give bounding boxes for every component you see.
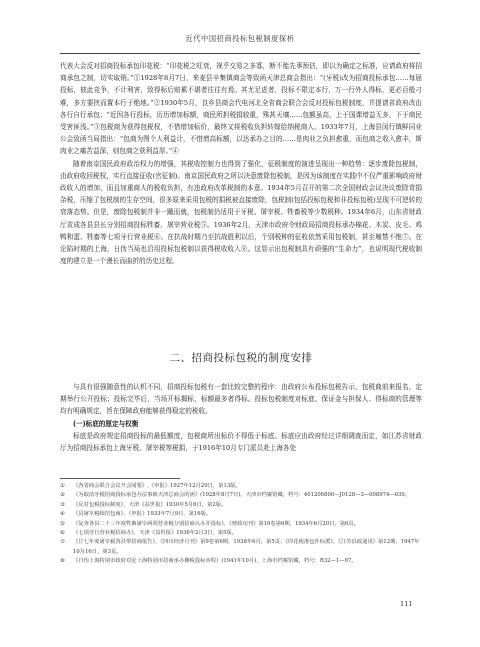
footnote-number: ⑥	[60, 530, 65, 537]
header-rule	[60, 53, 420, 54]
paragraph-1: 代表大会反对招商投标承包印花税：“印花税之旺衰，视乎交易之多寡，断不能先事预估，即以为确定之标准，应请政府将招商承包之制，切实取销。”①1928年8月7日，来麦县辛集镇商会等致函天津总商会指出：“(牙税)改为招商投标承包……每届投标，彼此竞争，不计利害，致得标后赔累不堪者往往有焉。其尤足虑者，投标不限定本行，万一行外人得标，更必百般刁难，多方要挟而置本行于绝地。”②1930年5月，良乡县商会代电河北全省商会联合会反对投标包税制度，并提请省政府改由各行自行承包；“近因各行投标，历历增加标额，商民所担税捐较重，殊甚天壤……包额虽高，上于国课增益无多，下于商民受害匪浅。”③包税商为获得包税权，不惜增加标价，最终又将税收负担转嫁给纳税商人。1933年7月，上海县闵行镇鲜同业公会致函当局指出：“包商为图个人利益计，不惜增高标额，以达承办之目的……是肉业之负担愈重，而包商之收入愈丰，斯肉业之痛苦益深，则包商之获利益厚。”④	[60, 62, 422, 156]
footnote	[60, 538, 422, 557]
footnote-text: 《反对包税投标制度》，天津《益世报》1930年5月6日，第2版。	[73, 501, 227, 508]
footnote-text: 《廿七年度屠宰税各县带招商报告》，《四川经济月刊》第9卷第6期，1938年6月，第5页；《印花税准包扑标派》，《江苏县政通讯》第12期，1947年10月16日，第3页。	[73, 539, 420, 555]
footnotes	[60, 482, 422, 567]
footnote-number: ⑧	[60, 558, 65, 565]
footnote-number: ①	[60, 483, 65, 489]
footnote-rule	[60, 478, 180, 479]
footnote-number: ⑦	[60, 539, 65, 546]
footnote-text: 《七项牙行营业税招商办》，天津《益世报》1936年2月3日，第5版。	[73, 530, 237, 537]
paragraph-2: 随着南京国民政府政治权力的增强，其税收控制力也得到了强化，征税制度的演进呈现出一种趋势：逐步废除包税制，由政府收回税权，实行直接征收(官征制)。南京国民政府之所以决意废除包税制，是因为该制度在实践中不仅严重影响政府财政收入的增加，而且加重商人的税收负担，有违政府改革税制的本意。1934年5月召开的第二次全国财政会议决议废除苛捐杂税，压缩了包税制的生存空间，很多原来采用包税的捐税被直接废除，包税制(包括投标包税和非投标包税)呈现不可逆转的衰落态势。但是，废除包税制并非一蹴而就，包税制仍适用于牙税、屠宰税、牲畜税等少数税种。1934年6月，山东省财政厅责成各县县长分别招商投标牲畜、屠宰营业税⑤。1936年2月，天津市政府令财政局招商投标承办棉花、木炭、皮毛、鸡鸭和蛋、牲畜等七项牙行营业税⑥。在抗战时期乃至抗战胜利以后，个别税种的征收依然采用包税制，甚至堰禁不绝⑦。在沦陷时期的上海，日伪当局也沿用投标包税制以获得税收收入⑧。这显示出包税制具有顽强的“生命力”，也说明现代税收制度的建立是一个漫长而曲折的历史过程。	[60, 159, 422, 266]
footnote	[60, 557, 422, 566]
footnote-text: 《县屠宰税续招包商》，《申报》1933年7月9日，第16版。	[73, 511, 212, 518]
footnote-number: ③	[60, 501, 65, 508]
footnote	[60, 510, 422, 519]
footnote	[60, 482, 422, 491]
subsection-paragraph: 标底是政府规定招商投标的最低额度，包税商所出标价不得低于标底。标底应由政府经过详细调查而定，如江苏省财政厅为招商投标承包上海牙税、屠宰税等税捐，于1916年10月专门派员赴上海各处	[60, 431, 422, 453]
footnote-text: 《复查各县二十三年度牲畜屠宰两项营业税分别招商认办并投标》，《财政旬刊》第10卷第6期，1934年6月20日，第6页。	[73, 520, 360, 527]
section-body	[60, 381, 422, 454]
section-intro: 与具有很强随意性的认机不同，招商投标包税有一套比较完整的程序：由政府公布投标包税告示，包税商前来报名，定期举行公开投标；投标完毕后，当场开标揭标，标额最多者得标。投标包税制度对标底、保证金与担保人、得标商的管理等均有明确规定，旨在保障政府能够获得稳定的税收。	[60, 383, 422, 416]
footnote-number: ④	[60, 511, 65, 518]
footnote-number: ②	[60, 492, 65, 499]
footnote-text: 《日伪上海特别市政府对沦上海特别市招商承办摊税投标章程》(1941年10月)，上海市档案馆藏，档号：R32—1—97。	[73, 558, 357, 565]
footnote-number: ⑤	[60, 520, 65, 527]
page-number: 111	[400, 600, 413, 608]
running-header: 近代中国招商投标包税制度探析	[185, 34, 295, 43]
footnote-text: 《各省商会联合会议开会闻要》,《申报》1927年12月29日，第13版。	[73, 483, 241, 489]
body-text	[60, 60, 422, 267]
footnote-text: 《为取消牙税招商投标承包办法事致天津总商会的函》(1928年8月7日)，天津市档案馆藏，档号：401206800—J0128—3—008974—039。	[73, 492, 411, 499]
footnote	[60, 501, 422, 510]
footnote	[60, 491, 422, 500]
section-title: 二、招商投标包税的制度安排	[169, 352, 313, 364]
footnote	[60, 520, 422, 529]
footnote	[60, 529, 422, 538]
subsection-heading: (一)标底的厘定与权衡	[73, 419, 139, 428]
